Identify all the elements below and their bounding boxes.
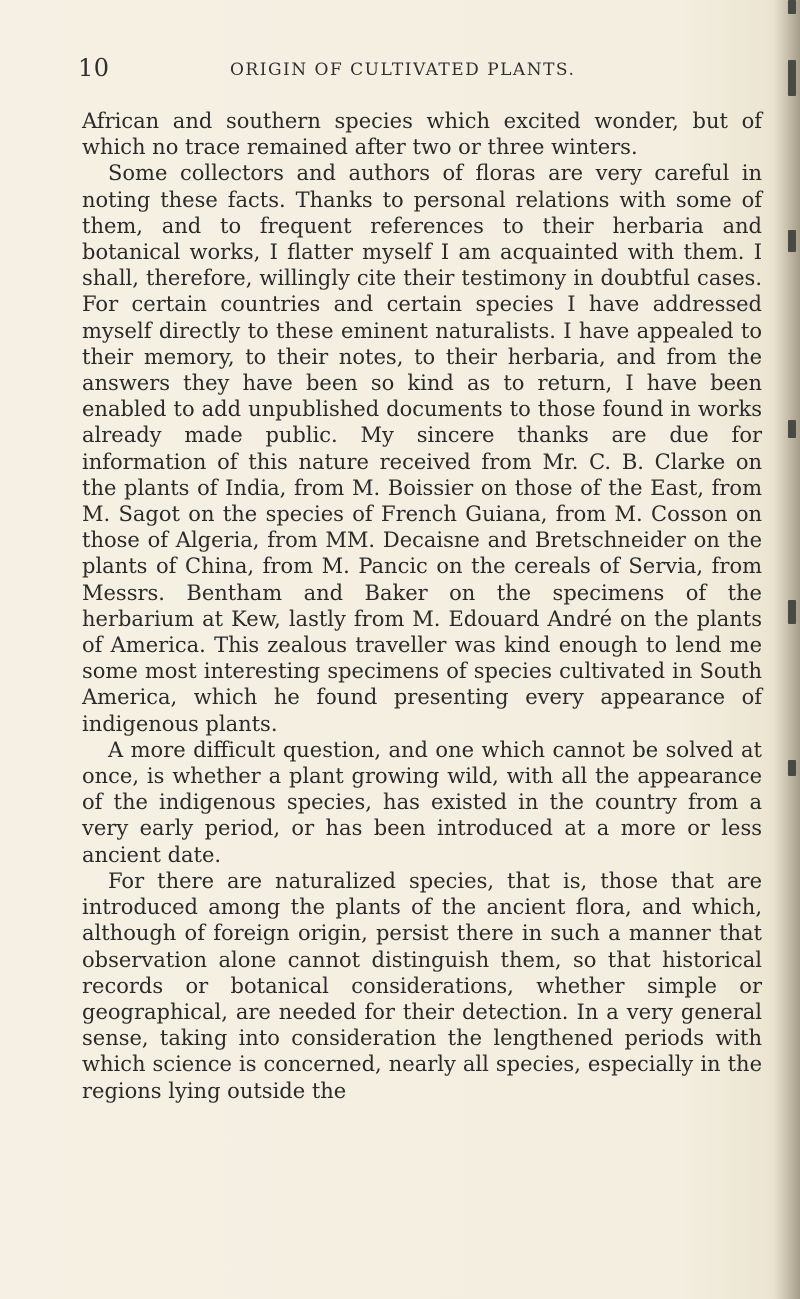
paragraph: For there are naturalized species, that is, those that are introduced among the plants of the ancient flora, and which, although of foreign origin, persist there in such a manner that observation alone cannot distinguish them, so that historical records or botanical considerations, whether simple or geographical, are needed for their detection. In a very general sense, taking into consideration the lengthened periods with which science is concerned, nearly all species, especially in the regions lying outside the: [82, 868, 762, 1103]
paragraph: Some collectors and authors of floras are very careful in noting these facts. Thanks to personal relations with some of them, and to frequent references to their herbaria and botanical works, I flatter myself I am acquainted with them. I shall, therefore, willingly cite their testimony in doubtful cases. For certain countries and certain species I have addressed myself directly to these eminent naturalists. I have appealed to their memory, to their notes, to their herbaria, and from the answers they have been so kind as to return, I have been enabled to add unpublished documents to those found in works already made public. My sincere thanks are due for information of this nature received from Mr. C. B. Clarke on the plants of India, from M. Boissier on those of the East, from M. Sagot on the species of French Guiana, from M. Cosson on those of Algeria, from MM. Decaisne and Bretschneider on the plants of China, from M. Pancic on the cereals of Servia, from Messrs. Bentham and Baker on the specimens of the herbarium at Kew, lastly from M. Edouard André on the plants of America. This zealous traveller was kind enough to lend me some most interesting specimens of species cultivated in South America, which he found presenting every appearance of indigenous plants.: [82, 161, 762, 736]
page-header: [78, 54, 758, 84]
edge-mark: [788, 760, 796, 776]
page-edge-shadow: [774, 0, 800, 1299]
body-text: [82, 108, 762, 1104]
page-number: 10: [78, 54, 110, 82]
edge-mark: [788, 230, 796, 252]
edge-mark: [788, 420, 796, 438]
running-head: ORIGIN OF CULTIVATED PLANTS.: [230, 60, 576, 80]
edge-mark: [788, 60, 796, 96]
paragraph: A more difficult question, and one which cannot be solved at once, is whether a plant growing wild, with all the appearance of the indigenous species, has existed in the country from a very early period, or has been introduced at a more or less ancient date.: [82, 737, 762, 867]
edge-mark: [788, 0, 796, 14]
edge-mark: [788, 600, 796, 624]
paragraph: African and southern species which excited wonder, but of which no trace remained after two or three winters.: [82, 109, 762, 160]
